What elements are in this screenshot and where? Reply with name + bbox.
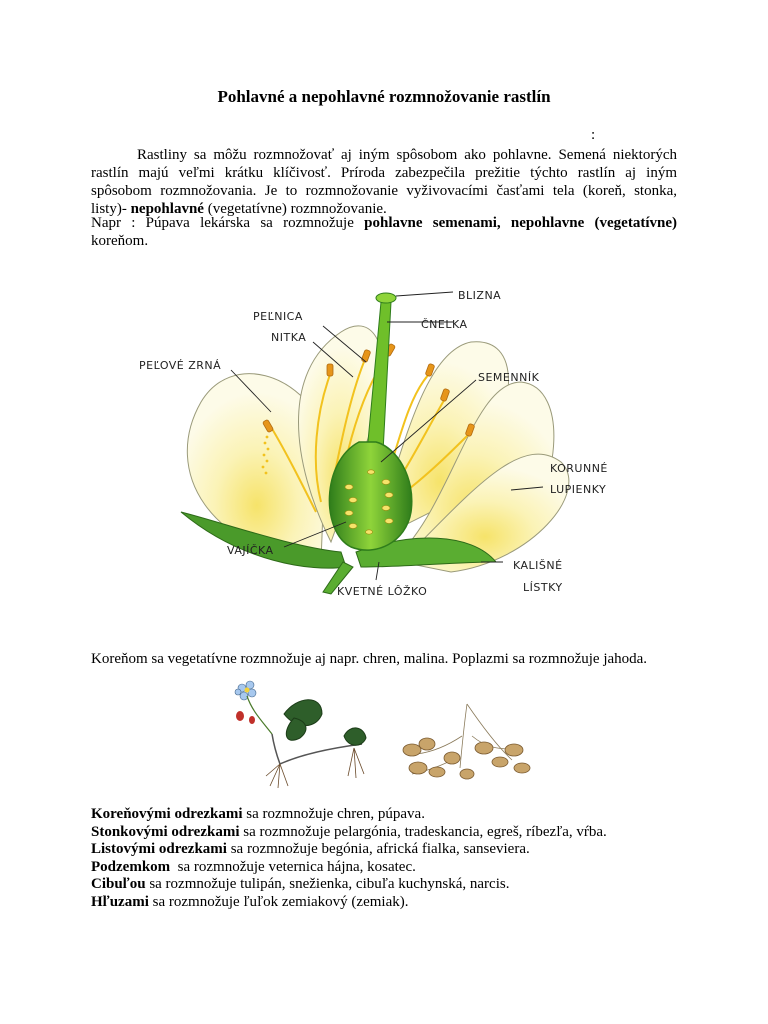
- intro-line-4: listy)- nepohlavné (vegetatívne) rozmnožovanie.: [91, 201, 387, 217]
- intro-bold-term: nepohlavné: [130, 201, 204, 217]
- page-title: Pohlavné a nepohlavné rozmnožovanie rastlín: [217, 87, 551, 106]
- label-kvetne-lozko: KVETNÉ LÔŽKO: [337, 585, 428, 598]
- label-pelnica: PEĽNICA: [253, 310, 303, 323]
- method-item-3: Listovými odrezkami sa rozmnožuje begónia, africká fialka, sanseviera.: [91, 841, 530, 857]
- example-bold: pohlavne semenami, nepohlavne (vegetatívne): [364, 215, 677, 231]
- intro-line-2: rastlín majú veľmi krátku klíčivosť. Príroda zabezpečila prežitie týchto rastlín aj iným: [91, 165, 677, 181]
- example-line-1: Napr : Púpava lekárska sa rozmnožuje pohlavne semenami, nepohlavne (vegetatívne): [91, 215, 677, 231]
- method-item-2: Stonkovými odrezkami sa rozmnožuje pelargónia, tradeskancia, egreš, ríbezľa, vŕba.: [91, 823, 607, 840]
- method-item-6: Hľuzami sa rozmnožuje ľuľok zemiakový (zemiak).: [91, 893, 409, 910]
- strawberry-plant-illustration: [235, 681, 366, 788]
- label-cnelka: ČNELKA: [421, 318, 468, 331]
- method-item-1: Koreňovými odrezkami sa rozmnožuje chren, púpava.: [91, 806, 425, 822]
- flower-diagram-svg: [91, 262, 651, 630]
- label-kalisne: KALIŠNÉ: [513, 559, 563, 572]
- intro-paragraph: [91, 146, 677, 218]
- label-korunne: KORUNNÉ: [550, 462, 608, 475]
- intro-line-3: spôsobom rozmnožovania. Je to rozmnožovanie vyživovacími časťami tela (koreň, stonka,: [91, 183, 677, 199]
- intro-line-1: Rastliny sa môžu rozmnožovať aj iným spôsobom ako pohlavne. Semená niektorých: [137, 147, 677, 163]
- label-vajicka: VAJÍČKA: [227, 544, 274, 557]
- label-pelove-zrna: PEĽOVÉ ZRNÁ: [139, 359, 222, 372]
- label-blizna: BLIZNA: [458, 289, 502, 302]
- label-nitka: NITKA: [271, 331, 307, 344]
- label-lupienky: LUPIENKY: [550, 483, 607, 496]
- propagation-illustration: [222, 676, 532, 794]
- root-sentence: Koreňom sa vegetatívne rozmnožuje aj napr. chren, malina. Poplazmi sa rozmnožuje jahoda.: [91, 651, 648, 667]
- label-listky: LÍSTKY: [523, 581, 563, 594]
- propagation-methods-list: [91, 806, 607, 911]
- stigma: [376, 293, 396, 303]
- method-item-5: Cibuľou sa rozmnožuje tulipán, snežienka, cibuľa kuchynská, narcis.: [91, 876, 510, 892]
- potato-tubers-illustration: [403, 704, 530, 779]
- method-item-4: Podzemkom sa rozmnožuje veternica hájna, kosatec.: [91, 858, 416, 875]
- example-paragraph: [91, 214, 677, 250]
- stray-colon: :: [591, 127, 596, 143]
- label-semennik: SEMENNÍK: [478, 371, 540, 384]
- propagation-svg: [222, 676, 532, 794]
- flower-diagram: [91, 262, 651, 630]
- example-line-2: koreňom.: [91, 233, 149, 249]
